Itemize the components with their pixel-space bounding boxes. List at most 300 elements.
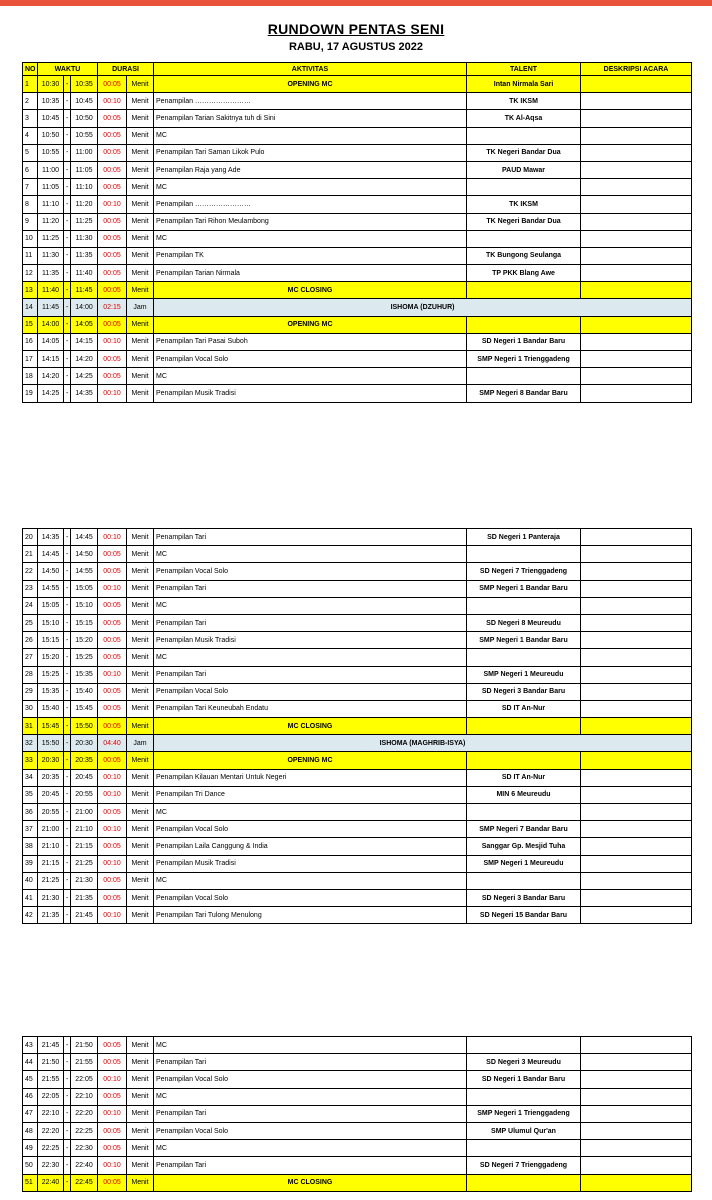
duration-cell: 00:05	[98, 213, 127, 230]
description-cell	[581, 718, 692, 735]
start-time-cell: 22:40	[38, 1174, 64, 1191]
table-row	[23, 752, 692, 769]
time-separator-cell: -	[64, 179, 71, 196]
row-number-cell: 23	[23, 580, 38, 597]
activity-cell: MC	[154, 179, 467, 196]
row-number-cell: 39	[23, 855, 38, 872]
table-row	[23, 889, 692, 906]
time-separator-cell: -	[64, 144, 71, 161]
duration-unit-cell: Menit	[127, 1174, 154, 1191]
description-cell	[581, 179, 692, 196]
time-separator-cell: -	[64, 632, 71, 649]
row-number-cell: 49	[23, 1140, 38, 1157]
talent-cell	[467, 597, 581, 614]
end-time-cell: 14:50	[71, 546, 98, 563]
end-time-cell: 21:35	[71, 889, 98, 906]
duration-unit-cell: Menit	[127, 1071, 154, 1088]
start-time-cell: 21:15	[38, 855, 64, 872]
talent-cell	[467, 872, 581, 889]
activity-cell: MC	[154, 597, 467, 614]
activity-cell: MC	[154, 649, 467, 666]
end-time-cell: 11:30	[71, 230, 98, 247]
duration-unit-cell: Menit	[127, 333, 154, 350]
start-time-cell: 22:20	[38, 1122, 64, 1139]
table-row	[23, 1174, 692, 1191]
talent-cell: SD IT An-Nur	[467, 700, 581, 717]
duration-unit-cell: Menit	[127, 546, 154, 563]
table-row	[23, 316, 692, 333]
table-row	[23, 1054, 692, 1071]
end-time-cell: 22:30	[71, 1140, 98, 1157]
time-separator-cell: -	[64, 265, 71, 282]
row-number-cell: 8	[23, 196, 38, 213]
duration-unit-cell: Menit	[127, 855, 154, 872]
activity-cell: Penampilan Musik Tradisi	[154, 855, 467, 872]
time-separator-cell: -	[64, 683, 71, 700]
talent-cell	[467, 1140, 581, 1157]
end-time-cell: 14:45	[71, 529, 98, 546]
time-separator-cell: -	[64, 700, 71, 717]
start-time-cell: 21:35	[38, 907, 64, 924]
row-number-cell: 27	[23, 649, 38, 666]
table-row	[23, 333, 692, 350]
duration-unit-cell: Menit	[127, 786, 154, 803]
description-cell	[581, 580, 692, 597]
duration-unit-cell: Menit	[127, 127, 154, 144]
row-number-cell: 41	[23, 889, 38, 906]
table-row	[23, 769, 692, 786]
time-separator-cell: -	[64, 299, 71, 316]
talent-cell: SD IT An-Nur	[467, 769, 581, 786]
activity-cell: Penampilan ……………………	[154, 93, 467, 110]
time-separator-cell: -	[64, 282, 71, 299]
description-cell	[581, 855, 692, 872]
time-separator-cell: -	[64, 1140, 71, 1157]
table-row	[23, 597, 692, 614]
activity-cell: ISHOMA (DZUHUR)	[154, 299, 692, 316]
table-row	[23, 907, 692, 924]
duration-unit-cell: Menit	[127, 649, 154, 666]
end-time-cell: 11:10	[71, 179, 98, 196]
duration-unit-cell: Menit	[127, 872, 154, 889]
table-row	[23, 282, 692, 299]
start-time-cell: 14:25	[38, 385, 64, 402]
duration-unit-cell: Menit	[127, 683, 154, 700]
talent-cell: SD Negeri 8 Meureudu	[467, 614, 581, 631]
end-time-cell: 22:40	[71, 1157, 98, 1174]
talent-cell	[467, 804, 581, 821]
start-time-cell: 10:55	[38, 144, 64, 161]
activity-cell: MC	[154, 230, 467, 247]
activity-cell: Penampilan Tari	[154, 580, 467, 597]
end-time-cell: 22:10	[71, 1088, 98, 1105]
description-cell	[581, 351, 692, 368]
duration-unit-cell: Menit	[127, 838, 154, 855]
row-number-cell: 7	[23, 179, 38, 196]
row-number-cell: 28	[23, 666, 38, 683]
duration-cell: 00:05	[98, 161, 127, 178]
end-time-cell: 20:55	[71, 786, 98, 803]
activity-cell: Penampilan Kilauan Mentari Untuk Negeri	[154, 769, 467, 786]
start-time-cell: 21:00	[38, 821, 64, 838]
duration-unit-cell: Menit	[127, 385, 154, 402]
start-time-cell: 11:25	[38, 230, 64, 247]
duration-cell: 00:05	[98, 1037, 127, 1054]
talent-cell: TK IKSM	[467, 196, 581, 213]
table-row	[23, 683, 692, 700]
end-time-cell: 21:45	[71, 907, 98, 924]
time-separator-cell: -	[64, 769, 71, 786]
table-row	[23, 110, 692, 127]
description-cell	[581, 1054, 692, 1071]
time-separator-cell: -	[64, 786, 71, 803]
time-separator-cell: -	[64, 247, 71, 264]
row-number-cell: 2	[23, 93, 38, 110]
time-separator-cell: -	[64, 597, 71, 614]
row-number-cell: 6	[23, 161, 38, 178]
start-time-cell: 14:55	[38, 580, 64, 597]
duration-unit-cell: Menit	[127, 580, 154, 597]
duration-cell: 00:05	[98, 597, 127, 614]
description-cell	[581, 368, 692, 385]
duration-cell: 00:05	[98, 1122, 127, 1139]
table-row	[23, 632, 692, 649]
talent-cell: SD Negeri 15 Bandar Baru	[467, 907, 581, 924]
activity-cell: MC CLOSING	[154, 282, 467, 299]
table-row	[23, 700, 692, 717]
end-time-cell: 21:10	[71, 821, 98, 838]
activity-cell: MC CLOSING	[154, 718, 467, 735]
duration-unit-cell: Menit	[127, 889, 154, 906]
table-row	[23, 580, 692, 597]
row-number-cell: 5	[23, 144, 38, 161]
duration-unit-cell: Menit	[127, 144, 154, 161]
talent-cell: SD Negeri 3 Meureudu	[467, 1054, 581, 1071]
duration-cell: 00:05	[98, 1054, 127, 1071]
duration-cell: 00:05	[98, 351, 127, 368]
row-number-cell: 24	[23, 597, 38, 614]
description-cell	[581, 889, 692, 906]
time-separator-cell: -	[64, 1105, 71, 1122]
start-time-cell: 15:45	[38, 718, 64, 735]
row-number-cell: 32	[23, 735, 38, 752]
time-separator-cell: -	[64, 666, 71, 683]
top-accent-bar	[0, 0, 712, 6]
description-cell	[581, 230, 692, 247]
description-cell	[581, 1157, 692, 1174]
table-row	[23, 385, 692, 402]
start-time-cell: 11:30	[38, 247, 64, 264]
duration-cell: 00:10	[98, 333, 127, 350]
duration-unit-cell: Menit	[127, 1122, 154, 1139]
talent-cell: SD Negeri 1 Panteraja	[467, 529, 581, 546]
time-separator-cell: -	[64, 230, 71, 247]
rundown-table-page-1	[22, 62, 692, 403]
talent-cell: PAUD Mawar	[467, 161, 581, 178]
row-number-cell: 51	[23, 1174, 38, 1191]
end-time-cell: 14:00	[71, 299, 98, 316]
talent-cell: SD Negeri 1 Bandar Baru	[467, 1071, 581, 1088]
start-time-cell: 11:10	[38, 196, 64, 213]
table-row	[23, 144, 692, 161]
end-time-cell: 20:30	[71, 735, 98, 752]
time-separator-cell: -	[64, 213, 71, 230]
start-time-cell: 22:05	[38, 1088, 64, 1105]
activity-cell: Penampilan Tari Saman Likok Pulo	[154, 144, 467, 161]
start-time-cell: 11:00	[38, 161, 64, 178]
header-deskripsi: DESKRIPSI ACARA	[581, 63, 692, 76]
header-waktu: WAKTU	[38, 63, 98, 76]
time-separator-cell: -	[64, 333, 71, 350]
duration-cell: 00:05	[98, 563, 127, 580]
end-time-cell: 22:05	[71, 1071, 98, 1088]
activity-cell: Penampilan Vocal Solo	[154, 889, 467, 906]
activity-cell: OPENING MC	[154, 752, 467, 769]
talent-cell: MIN 6 Meureudu	[467, 786, 581, 803]
table-header-row	[23, 63, 692, 76]
description-cell	[581, 529, 692, 546]
start-time-cell: 11:35	[38, 265, 64, 282]
activity-cell: Penampilan Vocal Solo	[154, 1071, 467, 1088]
end-time-cell: 22:45	[71, 1174, 98, 1191]
duration-cell: 00:10	[98, 1071, 127, 1088]
description-cell	[581, 93, 692, 110]
talent-cell: SD Negeri 7 Trienggadeng	[467, 563, 581, 580]
duration-cell: 00:10	[98, 580, 127, 597]
table-row	[23, 76, 692, 93]
table-row	[23, 649, 692, 666]
row-number-cell: 26	[23, 632, 38, 649]
row-number-cell: 17	[23, 351, 38, 368]
start-time-cell: 11:05	[38, 179, 64, 196]
activity-cell: Penampilan Tarian Sakitnya tuh di Sini	[154, 110, 467, 127]
duration-cell: 00:05	[98, 889, 127, 906]
activity-cell: Penampilan Tari Pasai Suboh	[154, 333, 467, 350]
start-time-cell: 15:50	[38, 735, 64, 752]
activity-cell: Penampilan TK	[154, 247, 467, 264]
start-time-cell: 14:20	[38, 368, 64, 385]
time-separator-cell: -	[64, 546, 71, 563]
start-time-cell: 15:20	[38, 649, 64, 666]
description-cell	[581, 1071, 692, 1088]
table-row	[23, 351, 692, 368]
duration-unit-cell: Menit	[127, 529, 154, 546]
duration-unit-cell: Menit	[127, 351, 154, 368]
duration-unit-cell: Menit	[127, 597, 154, 614]
duration-cell: 00:05	[98, 632, 127, 649]
time-separator-cell: -	[64, 161, 71, 178]
row-number-cell: 48	[23, 1122, 38, 1139]
duration-unit-cell: Menit	[127, 179, 154, 196]
description-cell	[581, 1122, 692, 1139]
activity-cell: Penampilan Tari	[154, 666, 467, 683]
start-time-cell: 15:35	[38, 683, 64, 700]
table-row	[23, 838, 692, 855]
activity-cell: MC CLOSING	[154, 1174, 467, 1191]
duration-cell: 00:05	[98, 546, 127, 563]
activity-cell: MC	[154, 872, 467, 889]
start-time-cell: 10:30	[38, 76, 64, 93]
description-cell	[581, 213, 692, 230]
row-number-cell: 40	[23, 872, 38, 889]
start-time-cell: 14:45	[38, 546, 64, 563]
duration-unit-cell: Menit	[127, 907, 154, 924]
activity-cell: Penampilan Vocal Solo	[154, 821, 467, 838]
activity-cell: Penampilan Tari	[154, 1105, 467, 1122]
activity-cell: Penampilan Musik Tradisi	[154, 632, 467, 649]
start-time-cell: 11:40	[38, 282, 64, 299]
activity-cell: Penampilan Raja yang Ade	[154, 161, 467, 178]
duration-cell: 00:05	[98, 752, 127, 769]
table-row	[23, 855, 692, 872]
time-separator-cell: -	[64, 889, 71, 906]
activity-cell: Penampilan Vocal Solo	[154, 1122, 467, 1139]
duration-unit-cell: Menit	[127, 265, 154, 282]
talent-cell	[467, 1174, 581, 1191]
description-cell	[581, 282, 692, 299]
row-number-cell: 19	[23, 385, 38, 402]
end-time-cell: 15:45	[71, 700, 98, 717]
duration-cell: 00:10	[98, 821, 127, 838]
row-number-cell: 33	[23, 752, 38, 769]
talent-cell: Intan Nirmala Sari	[467, 76, 581, 93]
talent-cell	[467, 1037, 581, 1054]
row-number-cell: 34	[23, 769, 38, 786]
table-row	[23, 161, 692, 178]
talent-cell: SMP Negeri 1 Trienggadeng	[467, 351, 581, 368]
start-time-cell: 11:45	[38, 299, 64, 316]
duration-cell: 00:05	[98, 76, 127, 93]
table-row	[23, 786, 692, 803]
activity-cell: MC	[154, 1037, 467, 1054]
end-time-cell: 15:15	[71, 614, 98, 631]
description-cell	[581, 683, 692, 700]
time-separator-cell: -	[64, 1088, 71, 1105]
table-row	[23, 196, 692, 213]
duration-cell: 00:05	[98, 368, 127, 385]
end-time-cell: 14:55	[71, 563, 98, 580]
talent-cell: SMP Negeri 8 Bandar Baru	[467, 385, 581, 402]
duration-cell: 00:05	[98, 804, 127, 821]
activity-cell: Penampilan Tari	[154, 614, 467, 631]
description-cell	[581, 76, 692, 93]
end-time-cell: 14:15	[71, 333, 98, 350]
description-cell	[581, 632, 692, 649]
time-separator-cell: -	[64, 1122, 71, 1139]
end-time-cell: 14:20	[71, 351, 98, 368]
end-time-cell: 15:25	[71, 649, 98, 666]
duration-cell: 00:05	[98, 282, 127, 299]
end-time-cell: 15:20	[71, 632, 98, 649]
description-cell	[581, 752, 692, 769]
end-time-cell: 10:35	[71, 76, 98, 93]
duration-cell: 00:10	[98, 666, 127, 683]
duration-cell: 04:40	[98, 735, 127, 752]
talent-cell	[467, 1088, 581, 1105]
duration-unit-cell: Menit	[127, 282, 154, 299]
row-number-cell: 47	[23, 1105, 38, 1122]
talent-cell: SD Negeri 3 Bandar Baru	[467, 683, 581, 700]
description-cell	[581, 563, 692, 580]
end-time-cell: 15:05	[71, 580, 98, 597]
activity-cell: Penampilan Musik Tradisi	[154, 385, 467, 402]
activity-cell: ISHOMA (MAGHRIB-ISYA)	[154, 735, 692, 752]
duration-cell: 00:05	[98, 683, 127, 700]
start-time-cell: 20:30	[38, 752, 64, 769]
row-number-cell: 25	[23, 614, 38, 631]
table-row	[23, 213, 692, 230]
end-time-cell: 15:50	[71, 718, 98, 735]
row-number-cell: 30	[23, 700, 38, 717]
activity-cell: OPENING MC	[154, 76, 467, 93]
table-row	[23, 563, 692, 580]
row-number-cell: 14	[23, 299, 38, 316]
talent-cell: SMP Negeri 1 Bandar Baru	[467, 632, 581, 649]
row-number-cell: 1	[23, 76, 38, 93]
duration-unit-cell: Menit	[127, 1054, 154, 1071]
time-separator-cell: -	[64, 127, 71, 144]
table-row	[23, 247, 692, 264]
row-number-cell: 44	[23, 1054, 38, 1071]
duration-cell: 00:05	[98, 110, 127, 127]
activity-cell: MC	[154, 127, 467, 144]
end-time-cell: 14:35	[71, 385, 98, 402]
row-number-cell: 50	[23, 1157, 38, 1174]
duration-unit-cell: Menit	[127, 563, 154, 580]
talent-cell: SMP Negeri 7 Bandar Baru	[467, 821, 581, 838]
start-time-cell: 15:10	[38, 614, 64, 631]
end-time-cell: 22:25	[71, 1122, 98, 1139]
duration-unit-cell: Menit	[127, 368, 154, 385]
start-time-cell: 14:50	[38, 563, 64, 580]
duration-unit-cell: Jam	[127, 735, 154, 752]
duration-unit-cell: Menit	[127, 93, 154, 110]
duration-cell: 00:05	[98, 718, 127, 735]
duration-cell: 00:05	[98, 265, 127, 282]
row-number-cell: 11	[23, 247, 38, 264]
end-time-cell: 15:35	[71, 666, 98, 683]
time-separator-cell: -	[64, 821, 71, 838]
description-cell	[581, 385, 692, 402]
table-row	[23, 529, 692, 546]
activity-cell: Penampilan Tari	[154, 1157, 467, 1174]
duration-cell: 00:05	[98, 838, 127, 855]
end-time-cell: 11:20	[71, 196, 98, 213]
duration-unit-cell: Menit	[127, 666, 154, 683]
description-cell	[581, 316, 692, 333]
time-separator-cell: -	[64, 563, 71, 580]
start-time-cell: 10:35	[38, 93, 64, 110]
duration-cell: 00:05	[98, 127, 127, 144]
time-separator-cell: -	[64, 196, 71, 213]
table-row	[23, 872, 692, 889]
start-time-cell: 21:55	[38, 1071, 64, 1088]
end-time-cell: 11:00	[71, 144, 98, 161]
talent-cell: SMP Ulumul Qur'an	[467, 1122, 581, 1139]
end-time-cell: 21:25	[71, 855, 98, 872]
start-time-cell: 14:35	[38, 529, 64, 546]
row-number-cell: 45	[23, 1071, 38, 1088]
row-number-cell: 10	[23, 230, 38, 247]
activity-cell: Penampilan ……………………	[154, 196, 467, 213]
duration-unit-cell: Menit	[127, 632, 154, 649]
time-separator-cell: -	[64, 529, 71, 546]
activity-cell: Penampilan Laila Canggung & India	[154, 838, 467, 855]
talent-cell	[467, 316, 581, 333]
duration-cell: 00:05	[98, 649, 127, 666]
description-cell	[581, 127, 692, 144]
talent-cell: TK Negeri Bandar Dua	[467, 213, 581, 230]
